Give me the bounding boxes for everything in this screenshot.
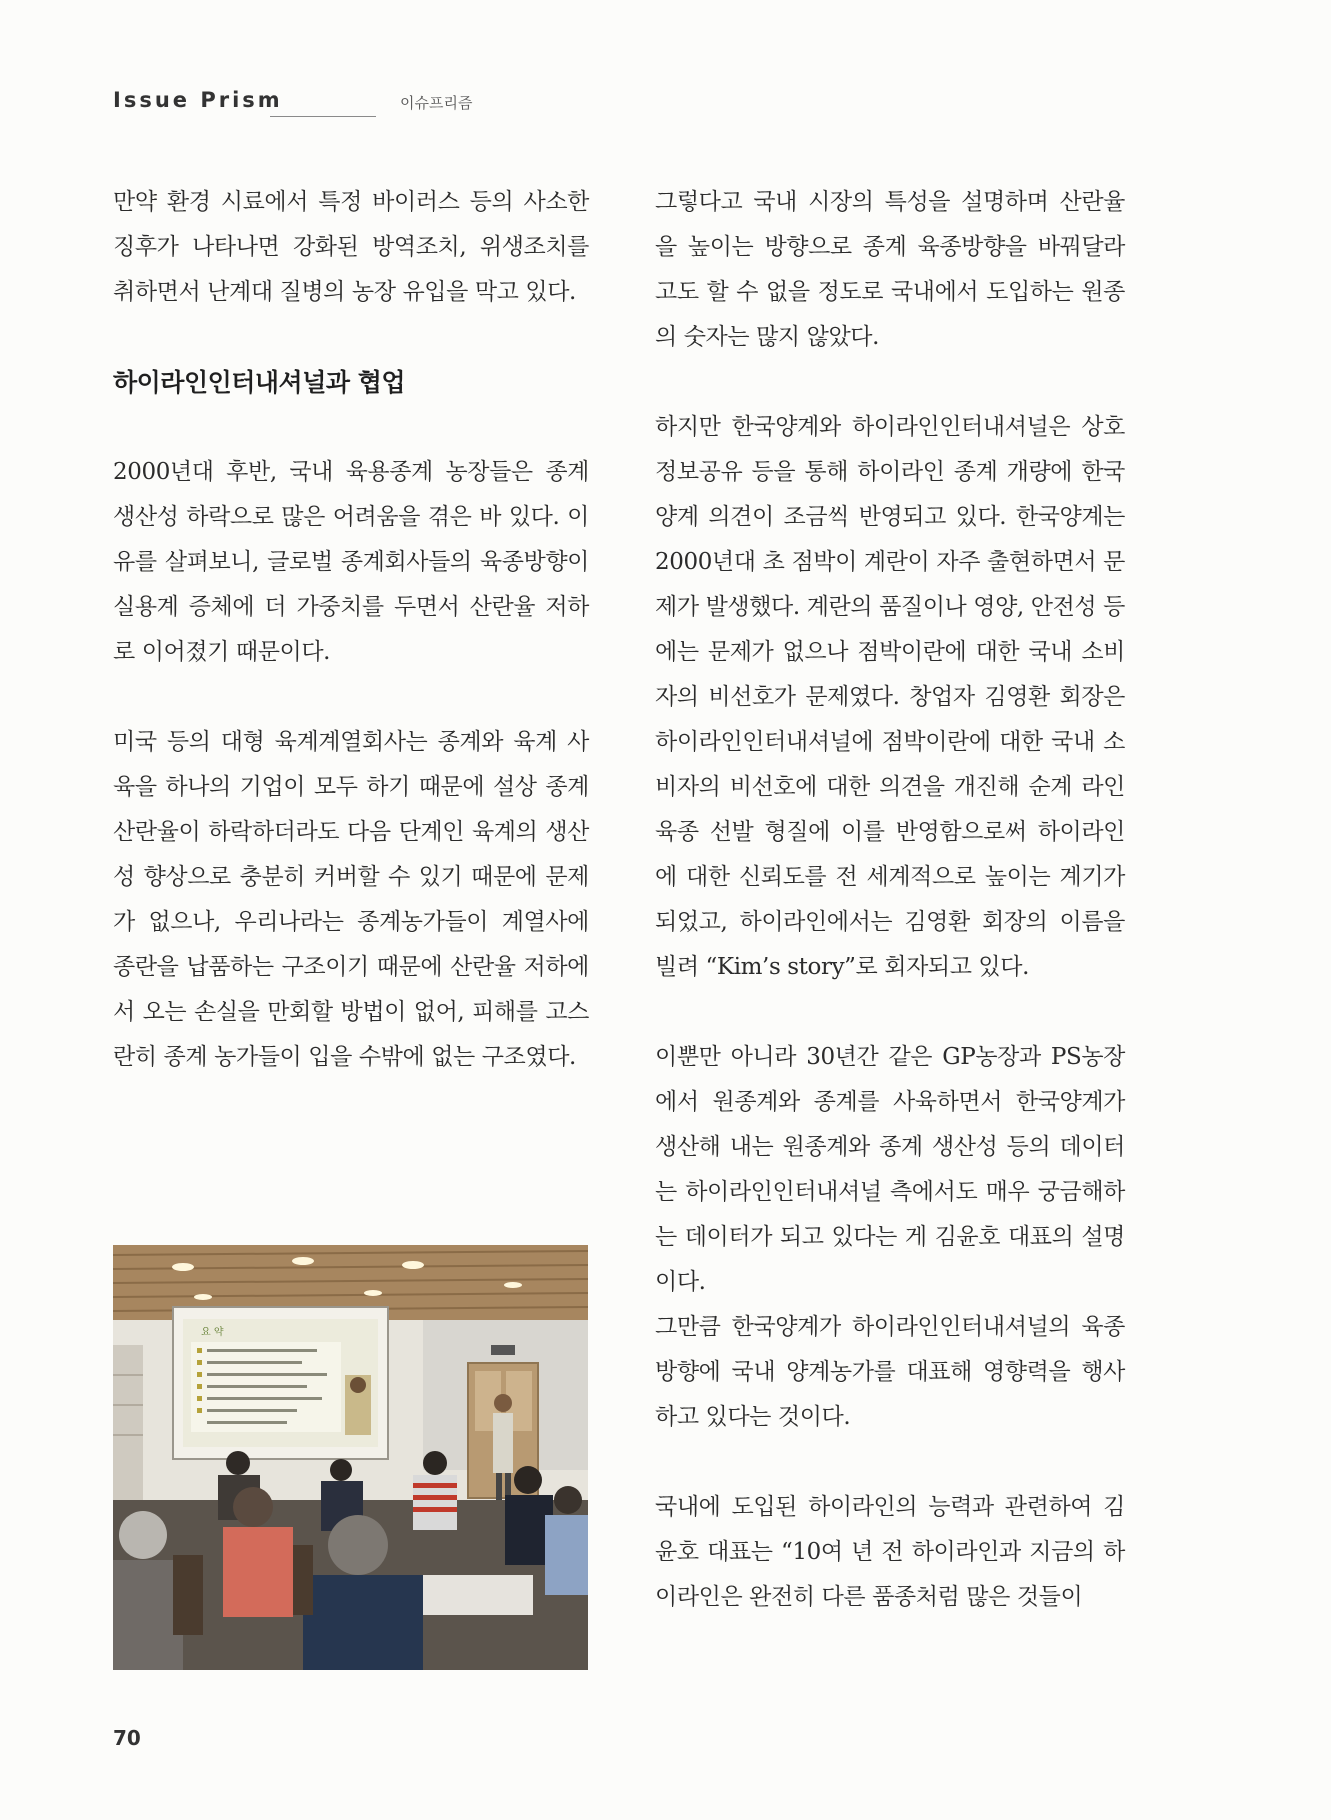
body-paragraph: 그만큼 한국양계가 하이라인인터내셔널의 육종 방향에 국내 양계농가를 대표해 영향력을 행사하고 있다는 것이다. [655,1314,1125,1430]
body-paragraph: 하지만 한국양계와 하이라인인터내셔널은 상호 정보공유 등을 통해 하이라인 종계 개량에 한국양계 의견이 조금씩 반영되고 있다. 한국양계는 2000년대 초 점박이 계란이 자주 출현하면서 문제가 발생했다. 계란의 품질이나 영양, 안전성 등에는 문제가 없으나 점박이란에 대한 국내 소비자의 비선호가 문제였다. 창업자 김영환 회장은 하이라인인터내셔널에 점박이란에 대한 국내 소비자의 비선호에 대한 의견을 개진해 순계 라인 육종 선발 형질에 이를 반영함으로써 하이라인에 대한 신뢰도를 전 세계적으로 높이는 계기가 되었고, 하이라인에서는 김영환 회장의 이름을 빌려 “Kim’s story”로 회자되고 있다. [655,414,1125,980]
body-paragraph: 2000년대 후반, 국내 육용종계 농장들은 종계 생산성 하락으로 많은 어려움을 겪은 바 있다. 이유를 살펴보니, 글로벌 종계회사들의 육종방향이 실용계 증체에 더 가중치를 두면서 산란율 저하로 이어졌기 때문이다. [113,459,589,665]
body-paragraph: 미국 등의 대형 육계계열회사는 종계와 육계 사육을 하나의 기업이 모두 하기 때문에 설상 종계 산란율이 하락하더라도 다음 단계인 육계의 생산성 향상으로 충분히 커버할 수 있기 때문에 문제가 없으나, 우리나라는 종계농가들이 계열사에 종란을 납품하는 구조이기 때문에 산란율 저하에서 오는 손실을 만회할 방법이 없어, 피해를 고스란히 종계 농가들이 입을 수밖에 없는 구조였다. [113,729,589,1070]
section-heading: 하이라인인터내셔널과 협업 [113,368,406,397]
magazine-section-brand: Issue Prism [113,88,283,112]
left-column [113,180,589,1080]
right-column [655,180,1125,1620]
slide-title: 요 약 [201,1327,224,1338]
body-paragraph: 그렇다고 국내 시장의 특성을 설명하며 산란율을 높이는 방향으로 종계 육종방향을 바꿔달라고도 할 수 없을 정도로 국내에서 도입하는 원종의 숫자는 많지 않았다. [655,189,1125,350]
page-number: 70 [113,1726,141,1750]
seminar-photo [113,1245,588,1670]
header-divider [270,116,376,117]
body-paragraph: 만약 환경 시료에서 특정 바이러스 등의 사소한 징후가 나타나면 강화된 방역조치, 위생조치를 취하면서 난계대 질병의 농장 유입을 막고 있다. [113,189,589,305]
body-paragraph: 국내에 도입된 하이라인의 능력과 관련하여 김윤호 대표는 “10여 년 전 하이라인과 지금의 하이라인은 완전히 다른 품종처럼 많은 것들이 [655,1494,1125,1610]
body-paragraph: 이뿐만 아니라 30년간 같은 GP농장과 PS농장에서 원종계와 종계를 사육하면서 한국양계가 생산해 내는 원종계와 종계 생산성 등의 데이터는 하이라인인터내셔널 측에서도 매우 궁금해하는 데이터가 되고 있다는 게 김윤호 대표의 설명이다. [655,1044,1125,1295]
seminar-photo-illustration [113,1245,588,1670]
section-name: 이슈프리즘 [400,94,473,112]
